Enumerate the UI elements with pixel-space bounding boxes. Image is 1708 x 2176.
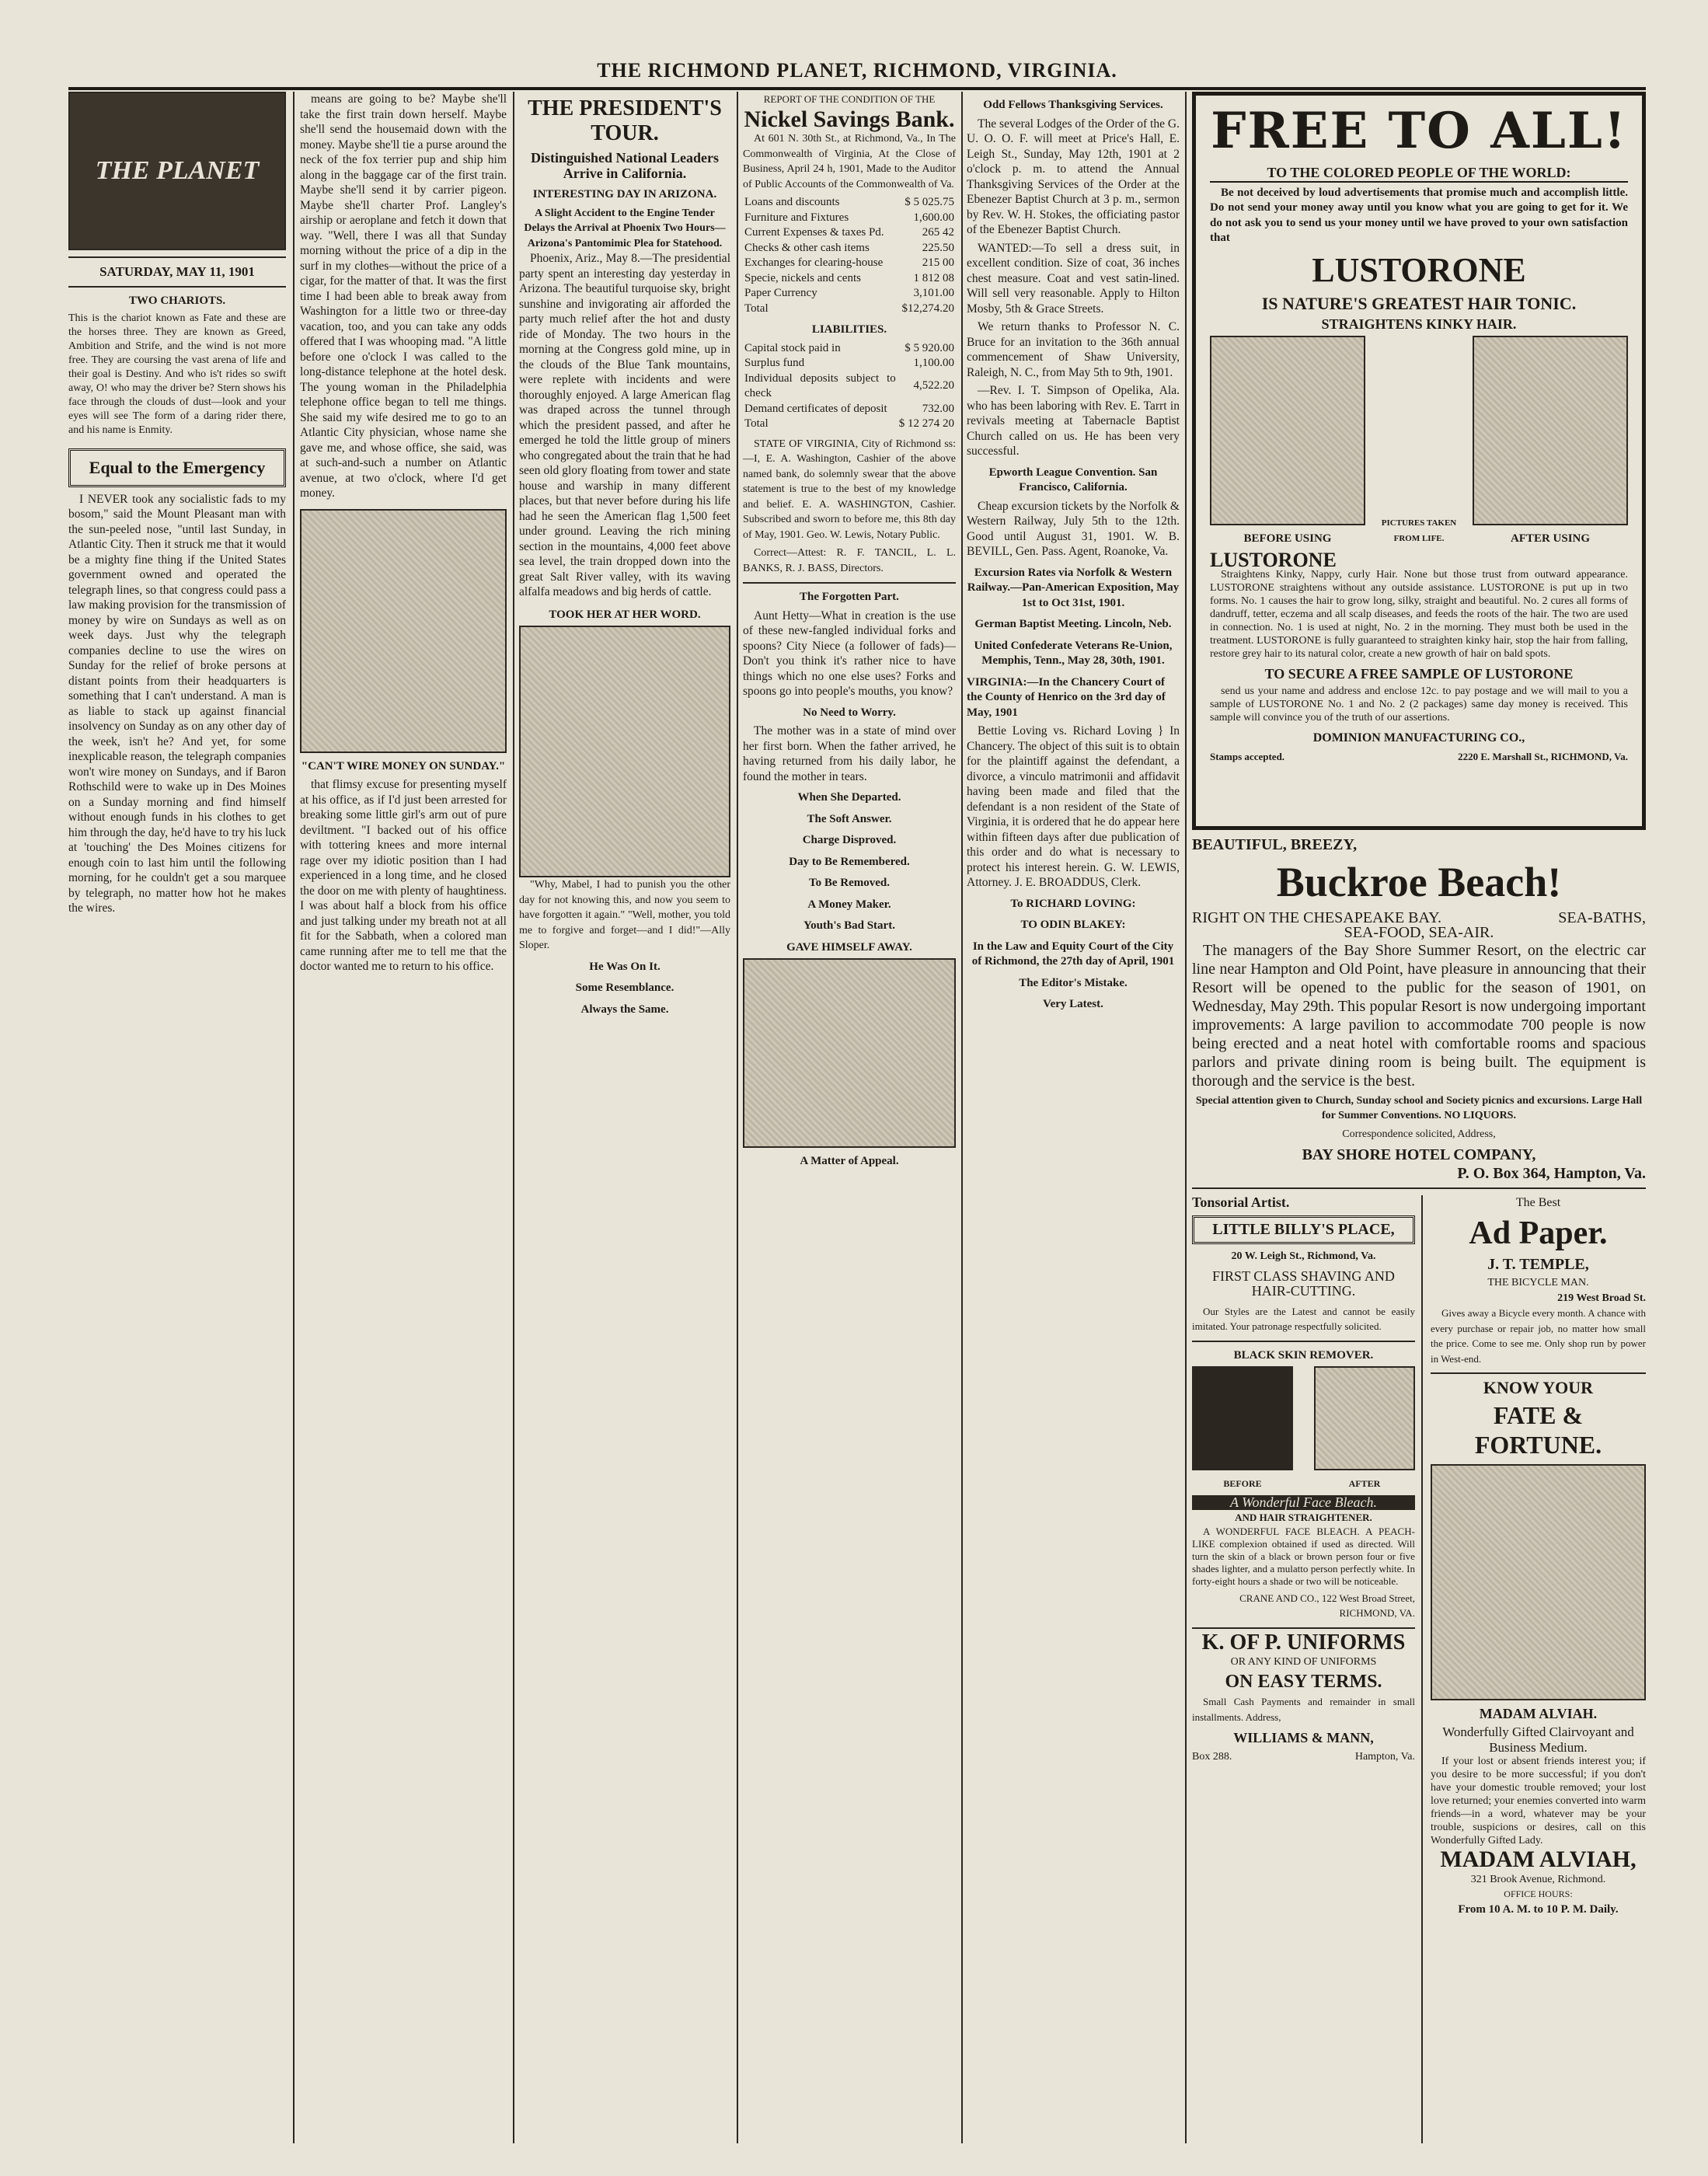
before-portrait — [1192, 1366, 1293, 1470]
notice-title: VIRGINIA:—In the Chancery Court of the County of Henrico on the 3rd day of May, 1901 — [967, 675, 1166, 719]
notice-text: WANTED:—To sell a dress suit, in excellent condition. Size of coat, 36 inches chest measure. Coat and vest satin-lined. Will sell very reasonable. Apply to Hilton Mosby, 5th & Grace Streets. — [967, 241, 1180, 316]
column-rule — [513, 92, 514, 2143]
buckroe-body: The managers of the Bay Shore Summer Resort, on the electric car line near Hampton and Old Point, have pleasure in announcing that their Resort will be opened to the public for the season of 1901, on Wednesday, May 29th. This popular Resort is now undergoing important improvements: A large pavilion to accommodate 700 people is now being erected and a neat hotel with comfortable rooms and spacious parlors and private dining room is being built. The equipment is thorough and the service is the best. — [1192, 941, 1646, 1090]
cartoon-caption: "Why, Mabel, I had to punish you the other day for not knowing this, and now you seem to have forgotten it again." "Well, mother, you told me to forgive and forget—and I did!"—Ally Sloper. — [519, 879, 730, 951]
filler-title: Some Resemblance. — [575, 982, 674, 994]
filler-title: The Forgotten Part. — [800, 591, 899, 603]
table-row: Specie, nickels and cents 1 812 08 — [744, 271, 954, 284]
table-row: Surplus fund 1,100.00 — [744, 357, 954, 369]
table-row: Exchanges for clearing-house 215 00 — [744, 256, 954, 269]
table-row: Capital stock paid in $ 5 920.00 — [744, 341, 954, 354]
filler-title: He Was On It. — [589, 960, 661, 973]
cartoon-image — [743, 958, 956, 1148]
story-continued: means are going to be? Maybe she'll take the first train down herself. Maybe she'll send the housemaid down with the money. Maybe she'll tie a purse around the neck of the fox terrier pup and ship him along in the baggage car of the first train. Maybe she'll send it by carrier pigeon. Maybe she'll charter Prof. Langley's airship or aeroplane and fetch it down that way. "Well, there I was all that Sunday morning without the price of a dip in the surf in my clothes—without the price of a cigar, for the matter of that. It was the first time I had been able to break away from Washington for a little two or three-day vacation, too, and you can take any odds offered that I was whooping mad. "A little before one o'clock I was called to the long-distance telephone at the hotel desk. The young woman in the Philadelphia telephone office began to tell me things. She said my wife desired me to go to an Atlantic City physician, whose name she gave me, and whose office, she said, was at such-and-such a number on Atlantic avenue, at two o'clock, where I'd get money. — [300, 92, 507, 500]
column-4 — [743, 92, 956, 2143]
lustorone-ad: FREE TO ALL! TO THE COLORED PEOPLE OF THE WORLD: Be not deceived by loud advertisements that promise much and accomplish little. Do not send your money away until you know what you are going to get for it. We do not ask you to send us your money until we have proved to your own satisfaction that LUSTORONE IS NATURE'S GREATEST HAIR TONIC. STRAIGHTENS KINKY HAIR. BEFORE USING PICTURES TAKEN FROM LIFE. AFTER USING LUSTORONE Straightens Kinky, Nappy, curly Hair. None but those trust from outward appearance. LUSTORONE straightens without any outside assistance. LUSTORONE is put up in two forms. No. 1 causes the hair to grow long, silky, straight and beautiful. No. 2 cures all forms of dandruff, tetter, eczema and all scalp diseases, and feeds the roots of the hair. The two are used in connection. No. 1 is used at night, No. 2 in the morning. They must both be used in the treatment. LUSTORONE is fully guaranteed to straighten kinky hair, stop the hair from falling, restore grey hair to its natural color, create a new growth of hair on bald spots. TO SECURE A FREE SAMPLE OF LUSTORONE send us your name and address and enclose 12c. to pay postage and we will mail to you a sample of LUSTORONE No. 1 and No. 2 (2 packages) same day money is received. This sample will convince you of the truth of our assertions. DOMINION MANUFACTURING CO., Stamps accepted. 2220 E. Marshall St., RICHMOND, Va. — [1192, 92, 1646, 830]
buckroe-title: Buckroe Beach! — [1276, 858, 1562, 905]
bank-oath: STATE OF VIRGINIA, City of Richmond ss:—I, E. A. Washington, Cashier of the above named bank, do solemnly swear that the above statement is true to the best of my knowledge and belief. E. A. WASHINGTON, Cashier. Subscribed and sworn to before me, this 8th day of May, 1901. Geo. W. Lewis, Notary Public. — [743, 438, 956, 541]
table-row: Demand certificates of deposit 732.00 — [744, 402, 954, 415]
cartoon-image — [519, 626, 730, 877]
bank-headline: Nickel Savings Bank. — [744, 106, 955, 132]
story-text: I NEVER took any socialistic fads to my bosom," said the Mount Pleasant man with the sun-peeled nose, "until last Sunday, in Atlantic City. Then it struck me that it would be a mighty fine thing if the United States government owned and operated the telegraph lines, so that congress could pass a law making provision for the transmission of money by wire on Sundays as well as on week days. Just why the telegraph companies decline to use the wires on Sunday for the relief of broke persons at distant points from their headquarters is something that I can't understand. A man is as liable to stack up against financial insolvency on Sunday as on any other day of the week, isn't he? And yet, for some inexplicable reason, the telegraph companies won't wire money on Sundays, and if Baron Rothschild were to wake up in Des Moines on a Sunday morning and find himself without enough funds in his clothes to get him through the day, he'd have to try his luck at 'touching' the Des Moines citizens for enough coin to last him until the following morning, for he couldn't get a sou marquee by telegraph, no matter how hot he makes the wires. — [68, 492, 286, 915]
column-2 — [300, 92, 507, 2143]
notice-title: Very Latest. — [1043, 998, 1103, 1010]
bank-liabilities-table — [743, 341, 956, 432]
notice-title: Epworth League Convention. San Francisco, California. — [988, 466, 1158, 493]
product-name: LUSTORONE — [1312, 250, 1526, 289]
notice-text: Bettie Loving vs. Richard Loving } In Chancery. The object of this suit is to obtain for the plaintiff against the defendant, a divorce, a vinculo matrimonii and affidavit having been made and filed that the defendant is a non resident of the State of Virginia, it is ordered that he do appear here within fifteen days after due publication of this order and do what is necessary to protect his interest herein. G. W. LEWIS, Attorney. J. E. BROADDUS, Clerk. — [967, 724, 1180, 889]
ad-subhead: TO THE COLORED PEOPLE OF THE WORLD: — [1210, 166, 1628, 183]
liabilities-title: LIABILITIES. — [811, 323, 887, 336]
table-row: Paper Currency 3,101.00 — [744, 287, 954, 299]
notice-title: In the Law and Equity Court of the City of Richmond, the 27th day of April, 1901 — [971, 940, 1175, 968]
table-row: Total $12,274.20 — [744, 302, 954, 315]
filler-title: When She Departed. — [797, 791, 901, 804]
after-portrait — [1473, 336, 1628, 525]
before-portrait — [1210, 336, 1365, 525]
notice-title: To RICHARD LOVING: — [1010, 897, 1136, 910]
notice-text: —Rev. I. T. Simpson of Opelika, Ala. who has been laboring with Rev. E. Tarrt in revivals meeting at Tabernacle Baptist Church called on us. He has been very successful. — [967, 384, 1180, 458]
notice-title: Excursion Rates via Norfolk & Western Railway.—Pan-American Exposition, May 1st to Oct 31st, 1901. — [967, 566, 1180, 609]
bleach-ad: BLACK SKIN REMOVER. BEFORE AFTER A Wonderful Face Bleach. AND HAIR STRAIGHTENER. A WONDERFUL FACE BLEACH. A PEACH-LIKE complexion obtained if used as directed. Will turn the skin of a black or brown person four or five shades lighter, and a mulatto person perfectly white. In forty-eight hours a shade or two will be noticeable. CRANE AND CO., 122 West Broad Street, RICHMOND, VA. — [1192, 1348, 1415, 1619]
after-portrait — [1314, 1366, 1415, 1470]
filler-text: Aunt Hetty—What in creation is the use of these new-fangled individual forks and spoons? City Niece (a follower of fads)—Don't you think it's rather nice to have things which no one else uses? Forks and spoons go into people's mouths, you know? — [743, 609, 956, 698]
table-row: Loans and discounts $ 5 025.75 — [744, 196, 954, 208]
tour-text: Phoenix, Ariz., May 8.—The presidential party spent an interesting day yesterday in Arizona. The beautiful turquoise sky, bright sunshine and invigorating air afforded the party much relief after the hot and dusty ride of Monday. The two hours in the morning at the Congress gold mine, up in the clouds of the Blue Tank mountains, were replete with incidents and were thoroughly enjoyed. A large American flag was draped across the tunnel through which the president passed, and after he emerged he told the little group of miners who congregated about the train that he had seen old glory floating from tower and state house and warship in many different places, but that never before during his life had he seen the American flag 1,500 feet under ground. Leaving the rich mining section in the mountains, 4,000 feet above sea level, the train dropped down into the great Salt River valley, with its waving alfalfa meadows and big herds of cattle. — [519, 252, 730, 598]
column-1 — [68, 92, 286, 2143]
filler-title: A Matter of Appeal. — [800, 1155, 899, 1167]
alviah-ad: KNOW YOUR FATE & FORTUNE. MADAM ALVIAH. Wonderfully Gifted Clairvoyant and Business Medium. If your lost or absent friends interest you; if you desire to be more successful; if you don't have your domestic trouble removed; your lost love returned; your enemies converted into warm friends—in a word, whatever may be your trouble, suspicions or desires, call on this Wonderfully Gifted Lady. MADAM ALVIAH, 321 Brook Avenue, Richmond. OFFICE HOURS: From 10 A. M. to 10 P. M. Daily. — [1430, 1378, 1646, 1916]
company-name: DOMINION MANUFACTURING CO., — [1312, 731, 1525, 745]
story-continued-2: that flimsy excuse for presenting myself at his office, as if I'd just been arrested for breaking some little girl's arm out of pure deviltment. "I backed out of his office with tottering knees and more internal rage over my idiotic position than I had experienced in a long time, and he closed the door on me with plenty of haughtiness. I was about half a block from his office and just talking under my breath not at all fit for the Sabbath, when a colored man came running after me to tell me that the doctor wanted me to return to his office. — [300, 778, 507, 973]
ad-tagline-2: STRAIGHTENS KINKY HAIR. — [1321, 316, 1517, 332]
filler-title: Always the Same. — [580, 1003, 669, 1016]
bank-resources-table — [743, 195, 956, 316]
tour-deck: INTERESTING DAY IN ARIZONA. — [532, 188, 717, 201]
before-after-images: BEFORE USING PICTURES TAKEN FROM LIFE. AFTER USING — [1210, 336, 1628, 550]
sunday-illustration — [300, 509, 507, 753]
ad-intro: Be not deceived by loud advertisements that promise much and accomplish little. Do not send your money away until you know what you are going to get for it. We do not ask you to send us your money until we have proved to your own satisfaction that — [1210, 186, 1628, 244]
table-row: Furniture and Fixtures 1,600.00 — [744, 211, 954, 224]
sample-offer-text: send us your name and address and enclose 12c. to pay postage and we will mail to you a sample of LUSTORONE No. 1 and No. 2 (2 packages) same day money is received. This sample will convince you of the truth of our assertions. — [1210, 685, 1628, 724]
filler-title: Day to Be Remembered. — [789, 855, 910, 868]
cartoon-title: GAVE HIMSELF AWAY. — [786, 940, 912, 954]
masthead-rule — [68, 87, 1646, 90]
table-row: Current Expenses & taxes Pd. 265 42 — [744, 226, 954, 239]
cartoon-title: TOOK HER AT HER WORD. — [549, 608, 701, 621]
notice-text: The several Lodges of the Order of the G. U. O. O. F. will meet at Price's Hall, E. Leigh St., Sunday, May 12th, 1901 at 2 o'clock p. m. to attend the Annual Thanksgiving Services of the Order at the Ebenezer Baptist Church at 3 p. m., sermon by Rev. W. H. Stokes, the officiating pastor of the Ebenezer Baptist Church. — [967, 117, 1180, 236]
column-rule — [1185, 92, 1187, 2143]
planet-logo: THE PLANET — [68, 92, 286, 250]
product-name-2: LUSTORONE — [1210, 549, 1337, 571]
column-5 — [967, 92, 1180, 2143]
table-row: Checks & other cash items 225.50 — [744, 241, 954, 254]
filler-title: Youth's Bad Start. — [803, 919, 895, 932]
ad-column — [1192, 92, 1646, 2143]
barber-name: LITTLE BILLY'S PLACE, — [1192, 1215, 1415, 1245]
table-row: Individual deposits subject to check 4,522.20 — [744, 371, 954, 399]
tour-subhead: Distinguished National Leaders Arrive in California. — [530, 150, 720, 181]
tour-deck-2: A Slight Accident to the Engine Tender Delays the Arrival at Phoenix Two Hours—Arizona's Pantomimic Plea for Statehood. — [524, 207, 726, 249]
notice-text: Cheap excursion tickets by the Norfolk & Western Railway, July 5th to the 12th. Good until August 31, 1901. W. B. BEVILL, Gen. Pass. Agent, Roanoke, Va. — [967, 499, 1180, 558]
notice-title: United Confederate Veterans Re-Union, Memphis, Tenn., May 28, 30th, 1901. — [974, 639, 1173, 667]
tour-headline: THE PRESIDENT'S TOUR. — [528, 96, 722, 145]
notice-title: Odd Fellows Thanksgiving Services. — [983, 99, 1163, 111]
ad-tagline: IS NATURE'S GREATEST HAIR TONIC. — [1261, 293, 1577, 313]
column-3 — [519, 92, 730, 2143]
column-rule — [737, 92, 738, 2143]
billy-ad: Tonsorial Artist. LITTLE BILLY'S PLACE, 20 W. Leigh St., Richmond, Va. FIRST CLASS SHAVING AND HAIR-CUTTING. Our Styles are the Latest and cannot be easily imitated. Your patronage respectfully solicited. — [1192, 1194, 1415, 1332]
bank-report-kicker: REPORT OF THE CONDITION OF THE — [763, 93, 936, 105]
filler-title: To Be Removed. — [808, 877, 891, 889]
filler-title: A Money Maker. — [807, 898, 891, 911]
bank-intro: At 601 N. 30th St., at Richmond, Va., In The Commonwealth of Virginia, At the Close of Business, April 24 h, 1901, Made to the Auditor of Public Accounts of the Commonwealth of Va. — [743, 133, 956, 190]
company-name: BAY SHORE HOTEL COMPANY, — [1302, 1146, 1536, 1163]
sample-offer-title: TO SECURE A FREE SAMPLE OF LUSTORONE — [1264, 665, 1574, 682]
poem-title: TWO CHARIOTS. — [128, 294, 226, 307]
filler-title: The Soft Answer. — [807, 812, 892, 825]
bank-attest: Correct—Attest: R. F. TANCIL, L. L. BANKS, R. J. BASS, Directors. — [743, 547, 956, 574]
alviah-portrait — [1431, 1464, 1646, 1700]
notice-title: German Baptist Meeting. Lincoln, Neb. — [974, 618, 1172, 630]
column-rule — [961, 92, 963, 2143]
table-row: Total $ 12 274 20 — [744, 417, 954, 430]
filler-title: No Need to Worry. — [803, 706, 896, 719]
ad-headline: FREE TO ALL! — [1211, 102, 1627, 160]
story-headline-box: Equal to the Emergency — [68, 448, 286, 487]
notice-title: TO ODIN BLAKEY: — [1020, 919, 1126, 931]
issue-date: SATURDAY, MAY 11, 1901 — [99, 264, 255, 279]
buckroe-ad: BEAUTIFUL, BREEZY, Buckroe Beach! RIGHT ON THE CHESAPEAKE BAY. SEA-BATHS, SEA-FOOD, SEA-AIR. The managers of the Bay Shore Summer Resort, on the electric car line near Hampton and Old Point, have pleasure in announcing that their Resort will be opened to the public for the season of 1901, on Wednesday, May 29th. This popular Resort is now undergoing important improvements: A large pavilion to accommodate 700 people is now being erected and a neat hotel with comfortable rooms and spacious parlors and private dining room is being built. The equipment is thorough and the service is the best. Special attention given to Church, Sunday school and Society picnics and excursions. Large Hall for Summer Conventions. NO LIQUORS. Correspondence solicited, Address, BAY SHORE HOTEL COMPANY, P. O. Box 364, Hampton, Va. — [1192, 836, 1646, 1182]
filler-title: Charge Disproved. — [802, 834, 897, 846]
kofp-ad: K. OF P. UNIFORMS OR ANY KIND OF UNIFORMS ON EASY TERMS. Small Cash Payments and remainder in small installments. Address, WILLIAMS & MANN, Box 288. Hampton, Va. — [1192, 1630, 1415, 1763]
poem-text: This is the chariot known as Fate and these are the horses three. They are known as Greed, Ambition and Strife, and the wind is not more free. They are coursing the vast arena of life and their goal is Destiny. And who is't rides so swift away, O! who may the driver be? Stern shows his face through the clouds of dust—look and your eyes will see The form of a daring rider there, and his name is Enmity. — [68, 312, 286, 436]
ad-body: Straightens Kinky, Nappy, curly Hair. None but those trust from outward appearance. LUSTORONE straightens without any outside assistance. LUSTORONE is put up in two forms. No. 1 causes the hair to grow long, silky, straight and beautiful. No. 2 cures all forms of dandruff, tetter, eczema and all scalp diseases, and feeds the roots of the hair. The two are used in connection. No. 1 is used at night, No. 2 in the morning. They must both be used in the treatment. LUSTORONE is fully guaranteed to straighten kinky hair, stop the hair from falling, restore grey hair to its natural color, create a new growth of hair on bald spots. — [1210, 568, 1628, 660]
column-rule — [293, 92, 295, 2143]
notice-text: We return thanks to Professor N. C. Bruce for an invitation to the 36th annual commencement of Shaw University, Raleigh, N. C., from May 5th to 9th, 1901. — [967, 320, 1180, 379]
notice-title: The Editor's Mistake. — [1019, 976, 1128, 989]
filler-text: The mother was in a state of mind over her first born. When the father arrived, he having returned from his daily labor, he found the mother in tears. — [743, 724, 956, 783]
ad-paper-ad: The Best Ad Paper. J. T. TEMPLE, THE BICYCLE MAN. 219 West Broad St. Gives away a Bicycle every month. A chance with every purchase or repair job, no matter how small the price. Come to see me. Only shop run by power in West-end. — [1430, 1196, 1646, 1365]
illustration-caption: "CAN'T WIRE MONEY ON SUNDAY." — [301, 759, 506, 772]
masthead: THE RICHMOND PLANET, RICHMOND, VIRGINIA. — [597, 59, 1117, 82]
